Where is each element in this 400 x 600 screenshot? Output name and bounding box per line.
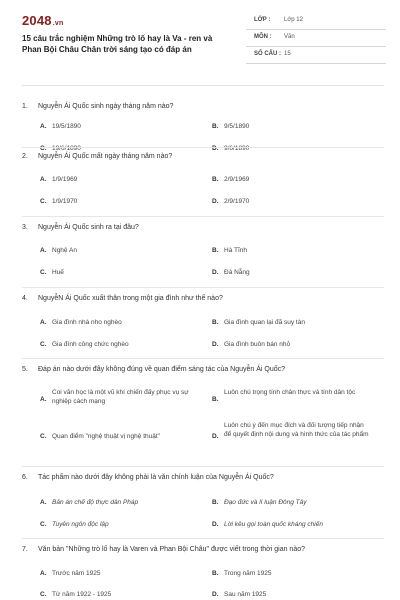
question-body: Nguyễn Ái Quốc sinh ra tại đâu?: [38, 224, 139, 231]
option-letter: B.: [212, 319, 219, 326]
option-letter: C.: [40, 433, 47, 440]
logo-suffix: .vn: [52, 20, 64, 27]
option-text: 19/5/1890: [52, 123, 81, 130]
page-title: 15 câu trắc nghiệm Những trò lố hay là Va - ren và Phan Bội Châu Chân trời sáng tạo có đáp án: [22, 34, 213, 54]
question-body: Nguyễn Ái Quốc sinh ngày tháng năm nào?: [38, 103, 174, 110]
option-letter: B.: [212, 499, 219, 506]
question-text: [22, 366, 285, 373]
question-number: 2.: [22, 153, 28, 160]
option-letter: D.: [212, 269, 219, 276]
question-divider: [22, 466, 384, 467]
option-text: Lời kêu gọi toàn quốc kháng chiến: [224, 521, 323, 528]
option-text: Trước năm 1925: [52, 570, 101, 577]
option-letter: C.: [40, 145, 47, 152]
option-text: 19/6/1890: [52, 145, 81, 152]
question-text: [22, 153, 172, 160]
option-letter: A.: [40, 570, 47, 577]
option-letter: D.: [212, 145, 219, 152]
option-text: Đà Nẵng: [224, 269, 250, 276]
question-divider: [22, 287, 384, 288]
option-letter: D.: [212, 521, 219, 528]
option-letter: C.: [40, 591, 47, 598]
option-text: Huế: [52, 269, 64, 276]
option-letter: B.: [212, 123, 219, 130]
option-letter: A.: [40, 123, 47, 130]
count-label: SỐ CÂU :: [254, 51, 281, 57]
option-text: Gia đình công chức nghèo: [52, 341, 129, 348]
option-letter: D.: [212, 341, 219, 348]
option-letter: B.: [212, 176, 219, 183]
question-body: NguyễN Ái Quốc xuất thân trong một gia đình như thế nào?: [38, 295, 223, 302]
option-text: Luôn chú trọng tính chân thực và tính dân tộc: [224, 389, 356, 396]
option-text: Gia đình quan lại đã suy tàn: [224, 319, 305, 326]
page-header: [0, 0, 400, 78]
header-divider: [22, 85, 384, 86]
option-text: 2/9/1970: [224, 198, 250, 205]
option-text: Đạo đức và lí luận Đông Tây: [224, 499, 307, 506]
info-row-count: [246, 47, 386, 64]
logo-text: 2048: [22, 13, 52, 28]
count-value: 15: [284, 51, 291, 57]
option-letter: B.: [212, 247, 219, 254]
option-letter: A.: [40, 396, 47, 403]
option-text: Gia đình nhà nho nghèo: [52, 319, 122, 326]
option-text: Coi văn học là một vũ khí chiến đấy phục vụ sự nghiệp cách mạng: [52, 389, 189, 405]
question-number: 1.: [22, 103, 28, 110]
question-body: Văn bản "Những trò lố hay là Varen và Phan Bội Châu" được viết trong thời gian nào?: [38, 546, 305, 553]
option-letter: C.: [40, 198, 47, 205]
question-divider: [22, 358, 384, 359]
option-text: 1/9/1969: [52, 176, 78, 183]
option-letter: C.: [40, 269, 47, 276]
info-row-class: [246, 13, 386, 30]
option-letter: A.: [40, 247, 47, 254]
option-text: Sau năm 1925: [224, 591, 267, 598]
class-label: LỚP :: [254, 17, 271, 23]
option-text: Hà Tĩnh: [224, 247, 248, 254]
question-number: 7.: [22, 546, 28, 553]
option-letter: A.: [40, 176, 47, 183]
option-text: Từ năm 1922 - 1925: [52, 591, 112, 598]
option-text: Gia đình buôn bán nhỏ: [224, 341, 291, 348]
option-letter: C.: [40, 521, 47, 528]
option-text: Luôn chú ý đến mục đích và đối tượng tiếp nhận để quyết định nội dung và hình thức của tác phẩm: [224, 422, 369, 438]
option-text: Tuyên ngôn độc lập: [52, 521, 109, 528]
question-number: 6.: [22, 474, 28, 481]
option-text: Quan điểm "nghệ thuật vị nghệ thuật": [52, 433, 160, 440]
question-text: [22, 295, 223, 302]
option-text: 9/6/1890: [224, 145, 250, 152]
quiz-info-box: [246, 13, 386, 64]
question-number: 3.: [22, 224, 28, 231]
question-text: [22, 224, 139, 231]
option-letter: C.: [40, 341, 47, 348]
question-body: Tác phẩm nào dưới đây không phải là văn chính luận của Nguyễn Ái Quốc?: [38, 474, 274, 481]
question-body: Đáp án nào dưới đây không đúng về quan điểm sáng tác của Nguyễn Ái Quốc?: [38, 366, 286, 373]
info-row-subject: [246, 30, 386, 47]
option-letter: A.: [40, 499, 47, 506]
option-text: 9/5/1890: [224, 123, 250, 130]
question-text: [22, 474, 274, 481]
question-divider: [22, 216, 384, 217]
option-letter: D.: [212, 433, 219, 440]
question-divider: [22, 538, 384, 539]
question-divider: [22, 147, 384, 148]
class-value: Lớp 12: [284, 17, 303, 23]
subject-value: Văn: [284, 34, 295, 40]
option-letter: A.: [40, 319, 47, 326]
option-text: Bản án chế độ thực dân Pháp: [52, 499, 139, 506]
option-text: 2/9/1969: [224, 176, 250, 183]
subject-label: MÔN :: [254, 34, 272, 40]
question-text: [22, 546, 305, 553]
question-body: Nguyễn Ái Quốc mất ngày tháng năm nào?: [38, 153, 173, 160]
question-number: 5.: [22, 366, 28, 373]
question-number: 4.: [22, 295, 28, 302]
option-letter: B.: [212, 570, 219, 577]
option-text: Trong năm 1925: [224, 570, 272, 577]
option-letter: D.: [212, 591, 219, 598]
option-text: Nghệ An: [52, 247, 77, 254]
question-text: [22, 103, 173, 110]
option-letter: D.: [212, 198, 219, 205]
option-text: 1/9/1970: [52, 198, 78, 205]
site-logo[interactable]: [22, 13, 63, 28]
option-letter: B.: [212, 396, 219, 403]
